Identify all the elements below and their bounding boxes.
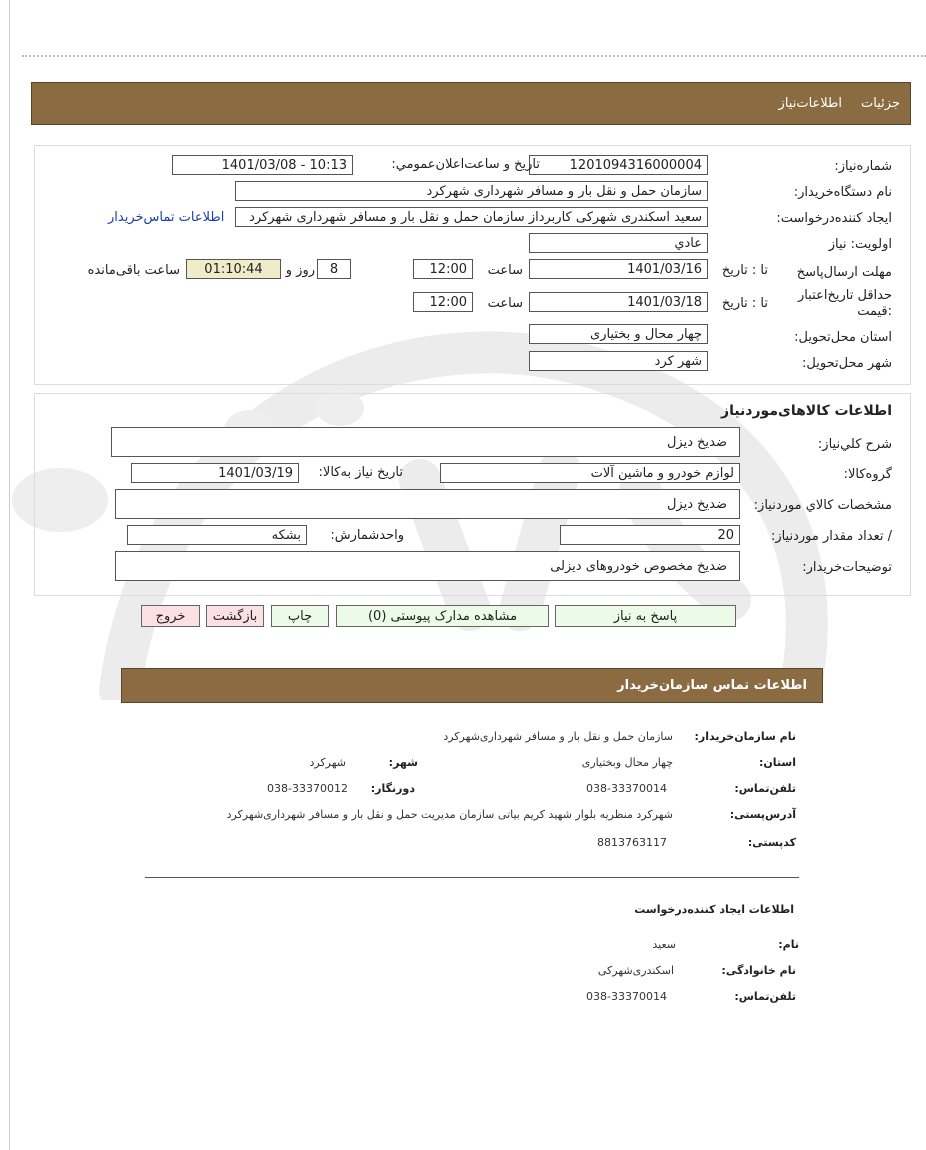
contact-province-value: چهار محال وبختیاری bbox=[581, 756, 673, 769]
contact-postal-label: کد‌پستی: bbox=[747, 836, 796, 849]
top-dotted-divider bbox=[22, 55, 926, 57]
remaining-time-label: ساعت باقی‌مانده bbox=[87, 263, 180, 278]
deadline-to-date-label: تا : تاریخ bbox=[721, 263, 768, 278]
goods-desc-field: ضدیخ دیزل bbox=[111, 427, 740, 457]
need-date-field: 1401/03/19 bbox=[131, 463, 299, 483]
goods-spec-field: ضدیخ دیزل bbox=[115, 489, 740, 519]
back-button[interactable]: بازگشت bbox=[206, 605, 264, 627]
reply-to-need-button[interactable]: پاسخ به نیاز bbox=[555, 605, 736, 627]
quantity-field: 20 bbox=[560, 525, 740, 545]
announce-date-label: تاريخ و ساعت‌اعلان‌عمومي: bbox=[391, 157, 540, 172]
contact-address-value: شهرکرد منظریه بلوار شهید کریم بیاتی سازمان مدیریت حمل و نقل بار و مسافر شهرداری‌شهرکرد bbox=[226, 808, 673, 821]
tab-need-info[interactable]: اطلاعات‌نیاز bbox=[778, 96, 842, 111]
buyer-org-field: سازمان حمل و نقل بار و مسافر شهرداری شهرکرد bbox=[235, 181, 708, 201]
validity-label-line1: حداقل تاریخ‌اعتبار bbox=[798, 288, 892, 303]
creator-family-value: اسکندری‌شهرکی bbox=[597, 964, 674, 977]
exit-button[interactable]: خروج bbox=[141, 605, 200, 627]
creator-phone-value: 038-33370014 bbox=[586, 990, 667, 1003]
contact-org-label: نام سازمان‌خریدار: bbox=[694, 730, 796, 743]
contact-city-value: شهرکرد bbox=[309, 756, 346, 769]
need-number-label: شماره‌نیاز: bbox=[834, 159, 892, 174]
need-number-field: 1201094316000004 bbox=[529, 155, 708, 175]
buyer-notes-label: توضیحات‌خریدار: bbox=[802, 560, 892, 575]
need-date-label: تاریخ نیاز به‌کالا: bbox=[318, 465, 403, 480]
goods-group-label: گروه‌کالا: bbox=[843, 467, 892, 482]
contact-province-label: استان: bbox=[759, 756, 796, 769]
goods-spec-label: مشخصات کالاي مورد‌نیاز: bbox=[753, 498, 892, 513]
unit-field: بشکه bbox=[127, 525, 307, 545]
deadline-time-label: ساعت bbox=[487, 263, 523, 278]
buyer-contact-title: اطلاعات تماس سازمان‌خریدار bbox=[617, 678, 807, 693]
validity-to-date-label: تا : تاریخ bbox=[721, 296, 768, 311]
buyer-contact-bar bbox=[121, 668, 823, 703]
validity-time-field: 12:00 bbox=[413, 292, 473, 312]
contact-fax-value: 038-33370012 bbox=[267, 782, 348, 795]
validity-label-line2: :قیمت bbox=[857, 304, 892, 319]
creator-family-label: نام خانوادگی: bbox=[721, 964, 796, 977]
buyer-org-label: نام دستگاه‌خریدار: bbox=[793, 185, 892, 200]
deadline-label: مهلت ارسال‌پاسخ bbox=[796, 265, 892, 280]
print-button[interactable]: چاپ bbox=[271, 605, 329, 627]
priority-field: عادي bbox=[529, 233, 708, 253]
priority-label: اولویت: نیاز bbox=[828, 237, 892, 252]
delivery-city-label: شهر محل‌تحویل: bbox=[802, 356, 892, 371]
deadline-date-field: 1401/03/16 bbox=[529, 259, 708, 279]
contact-divider bbox=[145, 877, 799, 878]
tab-details[interactable]: جزئیات bbox=[861, 96, 900, 111]
deadline-time-field: 12:00 bbox=[413, 259, 473, 279]
goods-group-field: لوازم خودرو و ماشین آلات bbox=[440, 463, 740, 483]
remaining-time-field: 01:10:44 bbox=[186, 259, 281, 279]
creator-phone-label: تلفن‌تماس: bbox=[734, 990, 796, 1003]
delivery-city-field: شهر کرد bbox=[529, 351, 708, 371]
days-label: روز و bbox=[285, 263, 315, 278]
creator-name-label: نام: bbox=[778, 938, 799, 951]
contact-city-label: شهر: bbox=[388, 756, 418, 769]
goods-section-title: اطلاعات کالاهای‌موردنیاز bbox=[721, 403, 892, 419]
quantity-label: / تعداد مقدار مورد‌نیاز: bbox=[770, 529, 892, 544]
creator-name-value: سعید bbox=[652, 938, 676, 951]
validity-time-label: ساعت bbox=[487, 296, 523, 311]
buyer-notes-field: ضدیخ مخصوص خودروهای دیزلی bbox=[115, 551, 740, 581]
delivery-province-field: چهار محال و بختیاری bbox=[529, 324, 708, 344]
goods-desc-label: شرح کلي‌نیاز: bbox=[817, 437, 892, 452]
contact-postal-value: 8813763117 bbox=[597, 836, 667, 849]
contact-fax-label: دورنگار: bbox=[370, 782, 415, 795]
creator-label: ایجاد کننده‌درخواست: bbox=[776, 211, 892, 226]
delivery-province-label: استان محل‌تحویل: bbox=[794, 330, 892, 345]
contact-org-value: سازمان حمل و نقل بار و مسافر شهرداری‌شهرکرد bbox=[443, 730, 673, 743]
announce-date-field: 1401/03/08 - 10:13 bbox=[172, 155, 353, 175]
days-remaining-field: 8 bbox=[317, 259, 351, 279]
view-attachments-button[interactable]: مشاهده مدارک پیوستی (0) bbox=[336, 605, 549, 627]
creator-section-title: اطلاعات ایجاد کننده‌درخواست bbox=[634, 903, 794, 916]
contact-address-label: آدرس‌پستی: bbox=[729, 808, 796, 821]
details-header-bar bbox=[31, 82, 911, 125]
creator-field: سعید اسکندری شهرکی کاربرداز سازمان حمل و نقل بار و مسافر شهرداری شهرکرد bbox=[235, 207, 708, 227]
buyer-contact-link[interactable]: اطلاعات تماس‌خریدار bbox=[108, 210, 225, 225]
unit-label: واحد‌شمارش: bbox=[330, 528, 404, 543]
validity-date-field: 1401/03/18 bbox=[529, 292, 708, 312]
contact-phone-value: 038-33370014 bbox=[586, 782, 667, 795]
contact-phone-label: تلفن‌تماس: bbox=[734, 782, 796, 795]
